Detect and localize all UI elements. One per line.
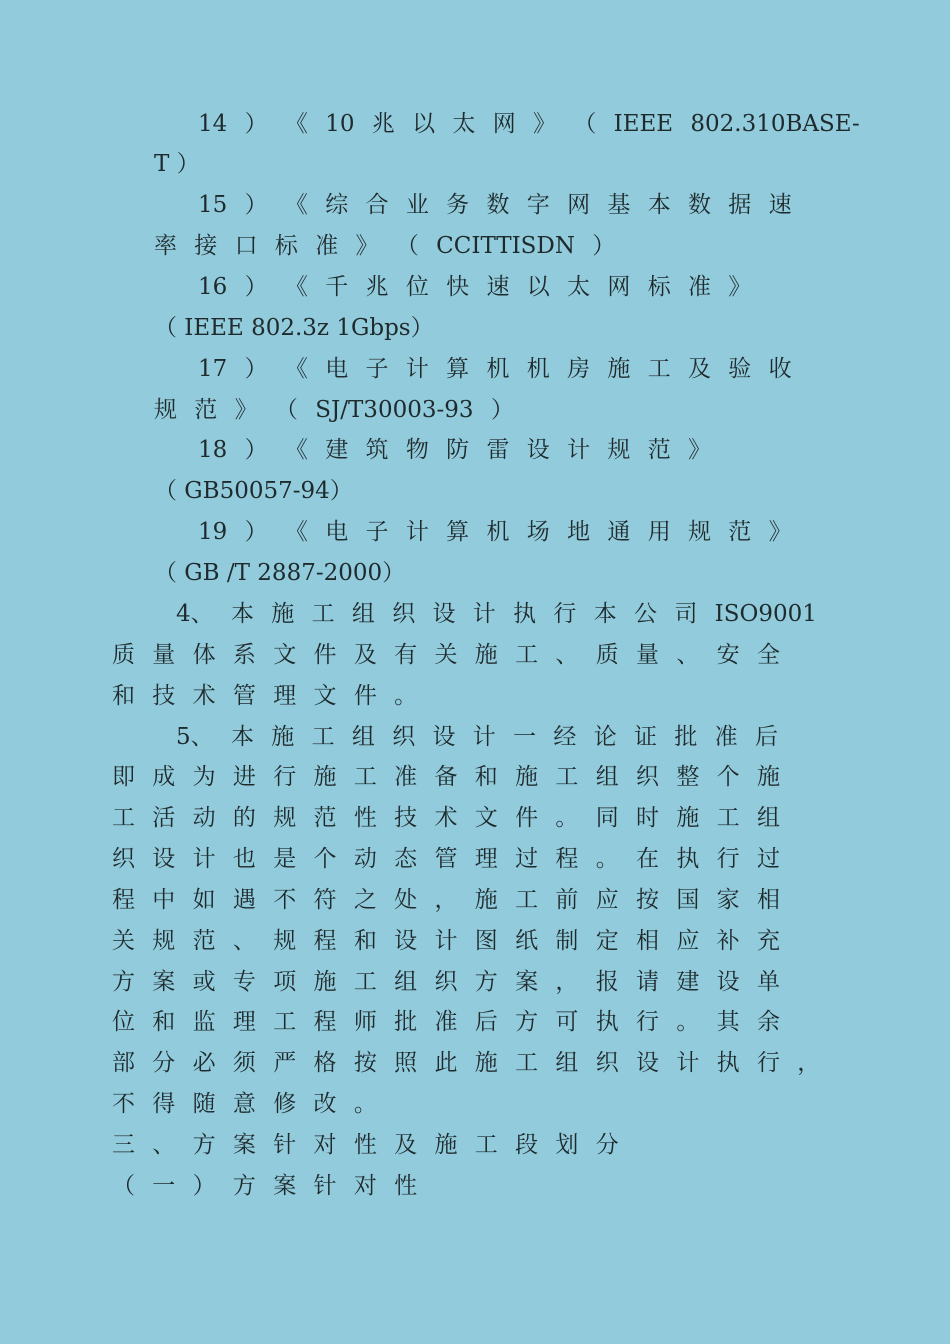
text-line-22: 方 案 或 专 项 施 工 组 织 方 案 ， 报 请 建 设 单 — [112, 969, 780, 995]
text-line-6: （ IEEE 802.3z 1Gbps） — [154, 315, 434, 341]
text-line-23: 位 和 监 理 工 程 师 批 准 后 方 可 执 行 。 其 余 — [112, 1009, 780, 1035]
text-line-7: 17 ） 《 电 子 计 算 机 机 房 施 工 及 验 收 — [198, 356, 792, 382]
text-line-1: 14 ） 《 10 兆 以 太 网 》 （ IEEE 802.310BASE- — [198, 111, 860, 137]
text-line-4: 率 接 口 标 准 》 （ CCITTISDN ） — [154, 233, 616, 259]
text-line-5: 16 ） 《 千 兆 位 快 速 以 太 网 标 准 》 — [198, 274, 752, 300]
text-line-18: 工 活 动 的 规 范 性 技 术 文 件 。 同 时 施 工 组 — [112, 805, 780, 831]
text-line-15: 和 技 术 管 理 文 件 。 — [112, 683, 418, 709]
text-line-25: 不 得 随 意 修 改 。 — [112, 1091, 377, 1117]
text-line-10: （ GB50057-94） — [154, 478, 353, 504]
text-line-8: 规 范 》 （ SJ/T30003-93 ） — [154, 397, 514, 423]
text-line-17: 即 成 为 进 行 施 工 准 备 和 施 工 组 织 整 个 施 — [112, 764, 780, 790]
text-line-2: T ） — [154, 151, 200, 177]
text-line-11: 19 ） 《 电 子 计 算 机 场 地 通 用 规 范 》 — [198, 519, 792, 545]
section-heading: 三 、 方 案 针 对 性 及 施 工 段 划 分 — [112, 1132, 619, 1158]
text-line-9: 18 ） 《 建 筑 物 防 雷 设 计 规 范 》 — [198, 437, 711, 463]
text-line-19: 织 设 计 也 是 个 动 态 管 理 过 程 。 在 执 行 过 — [112, 846, 780, 872]
text-line-3: 15 ） 《 综 合 业 务 数 字 网 基 本 数 据 速 — [198, 192, 792, 218]
text-line-21: 关 规 范 、 规 程 和 设 计 图 纸 制 定 相 应 补 充 — [112, 928, 780, 954]
text-line-20: 程 中 如 遇 不 符 之 处 ， 施 工 前 应 按 国 家 相 — [112, 887, 780, 913]
text-line-24: 部 分 必 须 严 格 按 照 此 施 工 组 织 设 计 执 行 ， — [112, 1050, 821, 1076]
text-line-14: 质 量 体 系 文 件 及 有 关 施 工 、 质 量 、 安 全 — [112, 642, 780, 668]
text-line-12: （ GB /T 2887-2000） — [154, 560, 406, 586]
subsection-heading: （ 一 ） 方 案 针 对 性 — [112, 1173, 418, 1199]
text-line-13: 4、 本 施 工 组 织 设 计 执 行 本 公 司 ISO9001 — [176, 601, 817, 627]
text-line-16: 5、 本 施 工 组 织 设 计 一 经 论 证 批 准 后 — [176, 724, 778, 750]
